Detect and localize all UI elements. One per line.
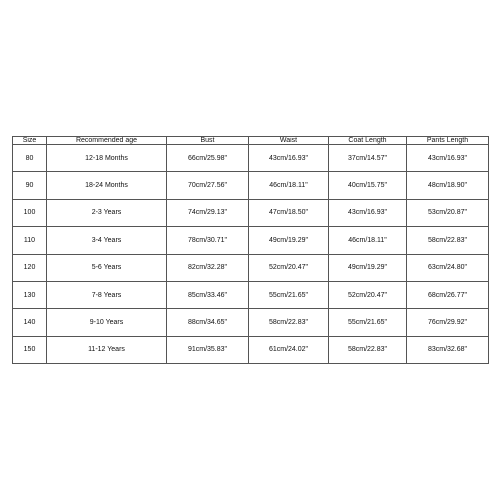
table-row xyxy=(13,254,489,281)
header-size: Size xyxy=(13,137,47,145)
cell-size: 120 xyxy=(13,254,47,281)
cell-coat-length: 52cm/20.47" xyxy=(329,281,407,308)
cell-size: 150 xyxy=(13,336,47,363)
size-chart-table xyxy=(12,136,489,364)
table-row xyxy=(13,199,489,226)
cell-bust: 85cm/33.46" xyxy=(167,281,249,308)
table-header-row xyxy=(13,137,489,145)
cell-coat-length: 46cm/18.11" xyxy=(329,227,407,254)
cell-waist: 47cm/18.50" xyxy=(249,199,329,226)
cell-age: 7-8 Years xyxy=(47,281,167,308)
cell-age: 11-12 Years xyxy=(47,336,167,363)
cell-coat-length: 49cm/19.29" xyxy=(329,254,407,281)
header-coat-length: Coat Length xyxy=(329,137,407,145)
cell-age: 18-24 Months xyxy=(47,172,167,199)
cell-size: 110 xyxy=(13,227,47,254)
cell-pants-length: 63cm/24.80" xyxy=(407,254,489,281)
cell-size: 140 xyxy=(13,309,47,336)
cell-bust: 82cm/32.28" xyxy=(167,254,249,281)
cell-size: 90 xyxy=(13,172,47,199)
cell-age: 5-6 Years xyxy=(47,254,167,281)
cell-waist: 58cm/22.83" xyxy=(249,309,329,336)
table-row xyxy=(13,172,489,199)
cell-waist: 43cm/16.93" xyxy=(249,145,329,172)
cell-pants-length: 68cm/26.77" xyxy=(407,281,489,308)
table-row xyxy=(13,309,489,336)
cell-bust: 91cm/35.83" xyxy=(167,336,249,363)
cell-pants-length: 83cm/32.68" xyxy=(407,336,489,363)
cell-pants-length: 53cm/20.87" xyxy=(407,199,489,226)
header-recommended-age: Recommended age xyxy=(47,137,167,145)
cell-coat-length: 40cm/15.75" xyxy=(329,172,407,199)
cell-waist: 46cm/18.11" xyxy=(249,172,329,199)
cell-coat-length: 58cm/22.83" xyxy=(329,336,407,363)
cell-bust: 74cm/29.13" xyxy=(167,199,249,226)
cell-bust: 70cm/27.56" xyxy=(167,172,249,199)
cell-waist: 52cm/20.47" xyxy=(249,254,329,281)
cell-pants-length: 76cm/29.92" xyxy=(407,309,489,336)
table-row xyxy=(13,336,489,363)
cell-size: 130 xyxy=(13,281,47,308)
cell-pants-length: 48cm/18.90" xyxy=(407,172,489,199)
cell-coat-length: 55cm/21.65" xyxy=(329,309,407,336)
table-row xyxy=(13,227,489,254)
cell-age: 3-4 Years xyxy=(47,227,167,254)
cell-coat-length: 37cm/14.57" xyxy=(329,145,407,172)
cell-age: 12-18 Months xyxy=(47,145,167,172)
cell-pants-length: 43cm/16.93" xyxy=(407,145,489,172)
cell-waist: 49cm/19.29" xyxy=(249,227,329,254)
cell-age: 9-10 Years xyxy=(47,309,167,336)
cell-bust: 66cm/25.98" xyxy=(167,145,249,172)
cell-bust: 88cm/34.65" xyxy=(167,309,249,336)
cell-coat-length: 43cm/16.93" xyxy=(329,199,407,226)
cell-bust: 78cm/30.71" xyxy=(167,227,249,254)
table-row xyxy=(13,281,489,308)
cell-age: 2-3 Years xyxy=(47,199,167,226)
header-bust: Bust xyxy=(167,137,249,145)
cell-pants-length: 58cm/22.83" xyxy=(407,227,489,254)
cell-size: 100 xyxy=(13,199,47,226)
cell-waist: 55cm/21.65" xyxy=(249,281,329,308)
cell-size: 80 xyxy=(13,145,47,172)
table-row xyxy=(13,145,489,172)
header-waist: Waist xyxy=(249,137,329,145)
cell-waist: 61cm/24.02" xyxy=(249,336,329,363)
header-pants-length: Pants Length xyxy=(407,137,489,145)
